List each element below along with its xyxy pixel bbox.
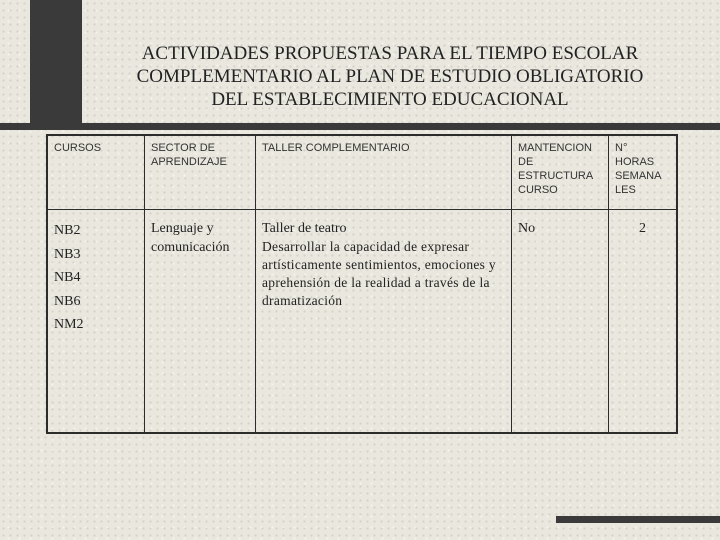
cell-mantencion: No <box>512 210 609 434</box>
header-horas-line: LES <box>615 184 636 196</box>
course-item: NB3 <box>54 246 81 262</box>
header-cursos: CURSOS <box>47 135 145 210</box>
header-horas <box>609 135 678 210</box>
decorative-bottom-right-bar <box>556 516 720 523</box>
table-header-row <box>47 135 677 210</box>
taller-name: Taller de teatro <box>262 221 347 236</box>
cell-horas: 2 <box>609 210 678 434</box>
header-horas-line: N° <box>615 142 628 154</box>
header-taller: TALLER COMPLEMENTARIO <box>256 135 512 210</box>
course-item: NB6 <box>54 293 81 309</box>
header-mantencion-line: MANTENCION <box>518 142 592 154</box>
decorative-horizontal-bar <box>0 123 720 130</box>
table-row <box>47 210 677 434</box>
header-mantencion-line: ESTRUCTURA <box>518 170 594 182</box>
decorative-vertical-bar <box>30 0 82 123</box>
activities-table <box>46 134 678 434</box>
title-line-2: COMPLEMENTARIO AL PLAN DE ESTUDIO OBLIGATORIO <box>136 66 644 87</box>
course-item: NB4 <box>54 270 81 285</box>
course-item: NB2 <box>54 223 81 238</box>
title-line-3: DEL ESTABLECIMIENTO EDUCACIONAL <box>211 89 569 110</box>
slide-title <box>100 42 680 111</box>
header-sector: SECTOR DE APRENDIZAJE <box>145 135 256 210</box>
cell-taller <box>256 210 512 434</box>
course-item: NM2 <box>54 317 84 332</box>
header-horas-line: HORAS <box>615 156 655 168</box>
cell-sector: Lenguaje y comunicación <box>145 210 256 434</box>
header-mantencion-line: DE <box>518 156 534 168</box>
header-horas-line: SEMANA <box>615 170 662 182</box>
taller-description: Desarrollar la capacidad de expresar artísticamente sentimientos, emociones y aprehensión de la realidad a través de la dramatización <box>262 239 496 308</box>
cell-cursos <box>47 210 145 434</box>
header-mantencion-line: CURSO <box>518 184 558 196</box>
title-line-1: ACTIVIDADES PROPUESTAS PARA EL TIEMPO ESCOLAR <box>141 43 639 64</box>
header-mantencion <box>512 135 609 210</box>
